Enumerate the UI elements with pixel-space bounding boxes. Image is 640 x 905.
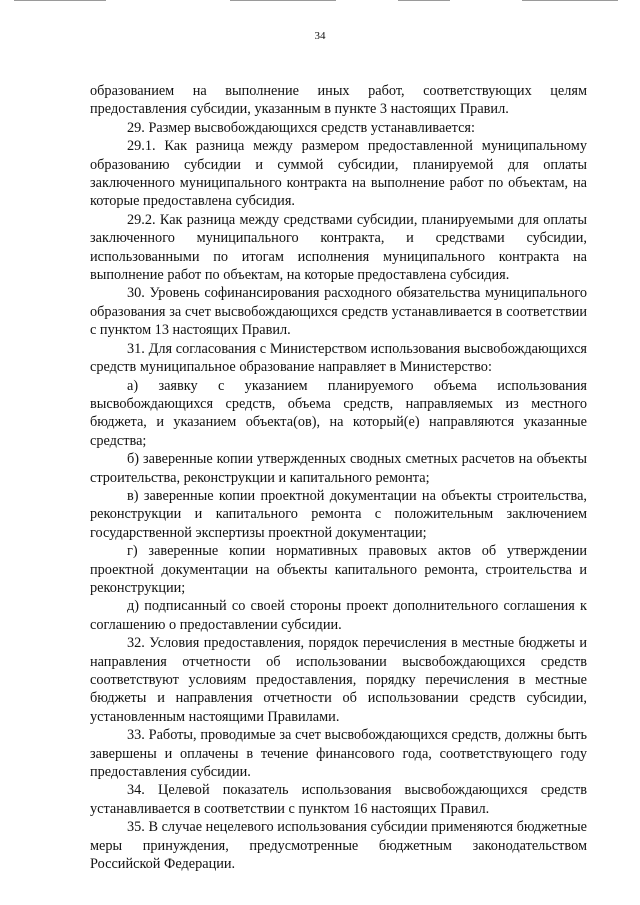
page-number: 34 [314, 30, 326, 42]
paragraph-35: 35. В случае нецелевого использования субсидии применяются бюджетные меры принуждения, предусмотренные бюджетным законодательством Российской Федерации. [90, 819, 587, 873]
document-body [90, 82, 587, 873]
paragraph-31-a: а) заявку с указанием планируемого объема использования высвобождающихся средств, объема средств, направляемых из местного бюджета, и указанием объекта(ов), на который(е) направляются указанные средства; [90, 377, 587, 449]
paragraph-34: 34. Целевой показатель использования высвобождающихся средств устанавливается в соответствии с пунктом 16 настоящих Правил. [90, 782, 587, 817]
paragraph-29-2: 29.2. Как разница между средствами субсидии, планируемыми для оплаты заключенного муниципального контракта, и средствами субсидии, использованными по итогам исполнения муниципального контракта на выполнение работ по объектам, на которые предоставлена субсидия. [90, 211, 587, 284]
scan-edge-mark [398, 0, 450, 1]
paragraph-31: 31. Для согласования с Министерством использования высвобождающихся средств муниципальное образование направляет в Министерство: [90, 340, 587, 376]
paragraph-30: 30. Уровень софинансирования расходного обязательства муниципального образования за счет высвобождающихся средств устанавливается в соответствии с пунктом 13 настоящих Правил. [90, 285, 587, 339]
paragraph-32: 32. Условия предоставления, порядок перечисления в местные бюджеты и направления отчетности об использовании высвобождающихся средств соответствуют условиям предоставления, порядку перечисления в местные бюджеты и направления отчетности об использовании средств субсидии, установленным настоящими Правилами. [90, 635, 587, 725]
scan-edge-mark [230, 0, 336, 1]
scan-edge-mark [14, 0, 106, 1]
paragraph-continuation: образованием на выполнение иных работ, соответствующих целям предоставления субсидии, указанным в пункте 3 настоящих Правил. [90, 83, 587, 118]
paragraph-29-1: 29.1. Как разница между размером предоставленной муниципальному образованию субсидии и суммой субсидии, планируемой для оплаты заключенного муниципального контракта на выполнение работ по объектам, на которые предоставлена субсидия. [90, 138, 587, 210]
paragraph-33: 33. Работы, проводимые за счет высвобождающихся средств, должны быть завершены и оплачены в течение финансового года, соответствующего году предоставления субсидии. [90, 727, 587, 781]
paragraph-31-b: б) заверенные копии утвержденных сводных сметных расчетов на объекты строительства, реконструкции и капитального ремонта; [90, 451, 587, 486]
paragraph-29: 29. Размер высвобождающихся средств устанавливается: [127, 119, 475, 136]
paragraph-31-d: д) подписанный со своей стороны проект дополнительного соглашения к соглашению о предоставлении субсидии. [90, 598, 587, 633]
scan-edge-mark [522, 0, 618, 1]
paragraph-31-g: г) заверенные копии нормативных правовых актов об утверждении проектной документации на объекты капитального ремонта, строительства и реконструкции; [90, 543, 587, 596]
paragraph-31-v: в) заверенные копии проектной документации на объекты строительства, реконструкции и капитального ремонта с положительным заключением государственной экспертизы проектной документации; [90, 487, 587, 541]
